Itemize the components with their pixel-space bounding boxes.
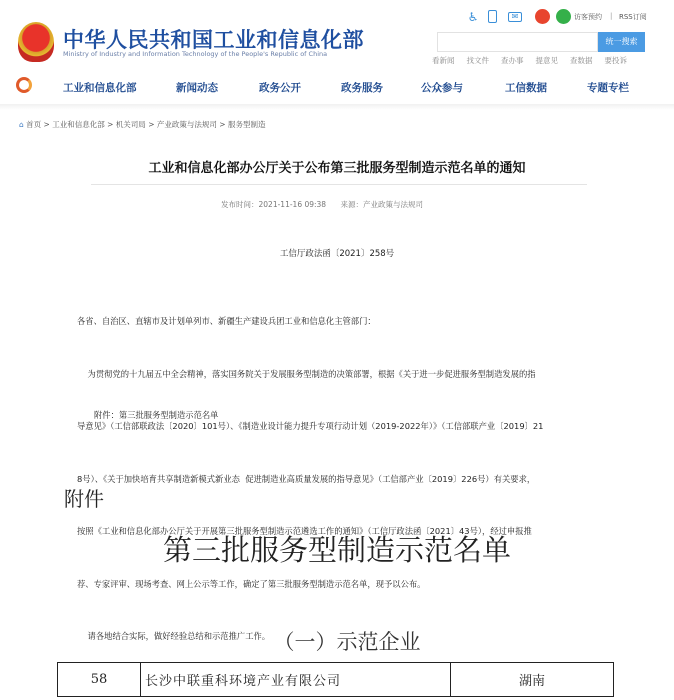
body-line: 按照《工业和信息化部办公厅关于开展第三批服务型制造示范遴选工作的通知》（工信厅政法函〔2021〕43号），经过申报推 (77, 526, 532, 536)
mail-icon[interactable]: ✉ (508, 12, 522, 22)
nav-item[interactable]: 工信数据 (505, 82, 547, 94)
company-name: 长沙中联重科环境产业有限公司 (141, 663, 451, 697)
search-button[interactable]: 统一搜索 (598, 32, 645, 52)
national-emblem-logo[interactable] (18, 22, 54, 62)
article-body (77, 278, 543, 663)
breadcrumb-item[interactable]: 机关司局 (115, 120, 146, 129)
weibo-icon[interactable] (535, 9, 550, 24)
nav-item[interactable]: 政务公开 (259, 82, 301, 94)
search-input[interactable] (437, 32, 598, 52)
nav-logo-icon[interactable] (16, 77, 32, 93)
article-source: 来源：产业政策与法规司 (340, 200, 423, 209)
breadcrumb-sep: > (107, 120, 114, 129)
site-subtitle: Ministry of Industry and Information Technology of the People's Republic of China (63, 50, 328, 58)
accessibility-icon[interactable]: ♿ (467, 10, 479, 24)
nav-item[interactable]: 专题专栏 (587, 82, 629, 94)
body-line: 荐、专家评审、现场考查、网上公示等工作，确定了第三批服务型制造示范名单，现予以公布。 (77, 578, 426, 589)
rss-link[interactable]: RSS订阅 (619, 13, 647, 21)
nav-item[interactable]: 工业和信息化部 (63, 82, 137, 94)
wechat-icon[interactable] (556, 9, 571, 24)
table-row (58, 663, 614, 697)
nav-divider (0, 104, 674, 110)
nav-item[interactable]: 新闻动态 (176, 82, 218, 94)
breadcrumb-sep: > (148, 120, 155, 129)
body-line: 请各地结合实际，做好经验总结和示范推广工作。 (77, 631, 271, 641)
quick-link[interactable]: 提意见 (535, 56, 558, 65)
breadcrumb-item[interactable]: 产业政策与法规司 (156, 120, 217, 129)
quick-link[interactable]: 要投诉 (604, 56, 627, 65)
nav-item[interactable]: 政务服务 (341, 82, 383, 94)
quick-links (432, 55, 627, 66)
visit-appointment-link[interactable]: 访客预约 (574, 13, 602, 21)
body-line: 8号）、《关于加快培育共享制造新模式新业态 促进制造业高质量发展的指导意见》（工信部产业〔2019〕226号）有关要求， (77, 473, 536, 484)
article-title: 工业和信息化部办公厅关于公布第三批服务型制造示范名单的通知 (148, 161, 526, 176)
site-title[interactable]: 中华人民共和国工业和信息化部 (63, 28, 364, 52)
breadcrumb (19, 119, 265, 130)
attachment-link[interactable]: 附件：第三批服务型制造示范名单 (94, 410, 219, 420)
quick-link[interactable]: 找文件 (466, 56, 489, 65)
divider (91, 184, 587, 185)
body-line: 导意见》（工信部联政法〔2020〕101号）、《制造业设计能力提升专项行动计划（2019-2022年）》（工信部联产业〔2019〕21 (77, 421, 544, 431)
breadcrumb-sep: > (219, 120, 226, 129)
quick-link[interactable]: 查数据 (570, 56, 593, 65)
body-line: 为贯彻党的十九届五中全会精神，落实国务院关于发展服务型制造的决策部署，根据《关于进一步促进服务型制造发展的指 (77, 368, 536, 379)
demo-list-table (57, 662, 614, 697)
body-line: 各省、自治区、直辖市及计划单列市、新疆生产建设兵团工业和信息化主管部门： (77, 316, 376, 326)
breadcrumb-sep: > (43, 120, 50, 129)
attachment-title: 第三批服务型制造示范名单 (162, 533, 511, 567)
document-number: 工信厅政法函〔2021〕258号 (279, 249, 395, 259)
separator: | (610, 12, 613, 20)
article-meta (221, 199, 435, 210)
nav-item[interactable]: 公众参与 (421, 82, 463, 94)
province: 湖南 (451, 663, 614, 697)
mobile-icon[interactable] (488, 10, 497, 23)
row-number: 58 (58, 663, 141, 697)
attachment-label: 附件 (64, 487, 104, 511)
breadcrumb-item[interactable]: 服务型制造 (227, 120, 266, 129)
publish-date: 发布时间：2021-11-16 09:38 (221, 200, 327, 209)
breadcrumb-item[interactable]: 工业和信息化部 (52, 120, 105, 129)
attachment-section: （一）示范企业 (273, 630, 421, 654)
main-nav (63, 80, 669, 95)
breadcrumb-item[interactable]: 首页 (26, 120, 42, 129)
quick-link[interactable]: 看新闻 (432, 56, 455, 65)
quick-link[interactable]: 查办事 (501, 56, 524, 65)
home-icon: ⌂ (19, 120, 24, 129)
